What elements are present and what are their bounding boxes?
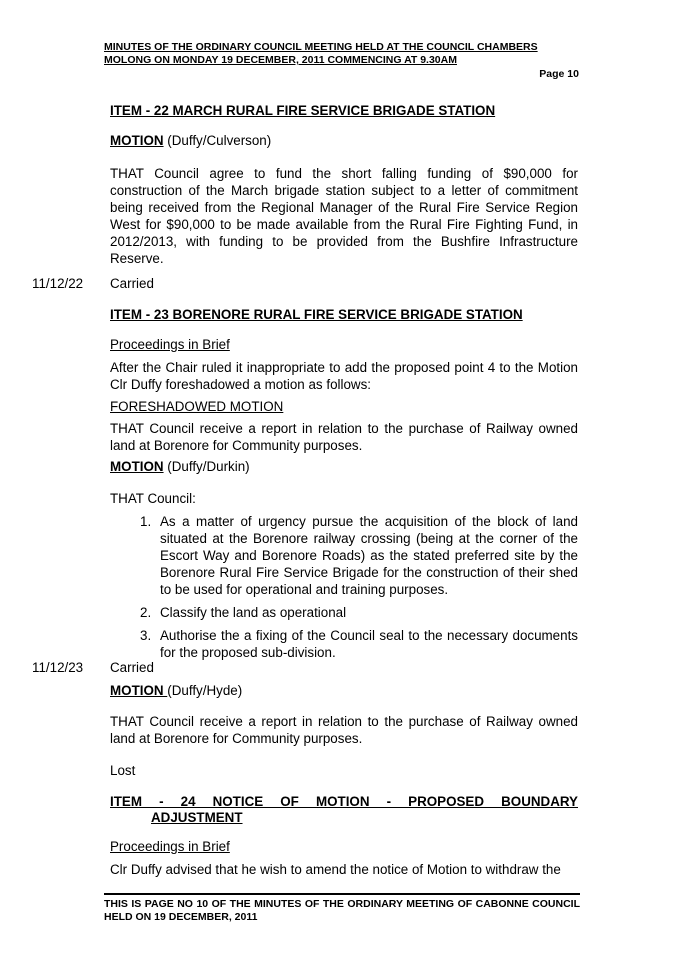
header-line-1: MINUTES OF THE ORDINARY COUNCIL MEETING HELD AT THE COUNCIL CHAMBERS	[104, 41, 538, 53]
list-item-number: 1.	[140, 514, 152, 529]
page-footer: THIS IS PAGE NO 10 OF THE MINUTES OF THE ORDINARY MEETING OF CABONNE COUNCIL HELD ON 19 DECEMBER, 2011	[104, 898, 580, 923]
item-23-result-row	[32, 659, 578, 676]
footer-divider	[104, 893, 580, 895]
page-number: Page 10	[539, 68, 579, 80]
resolution-ref: 11/12/23	[32, 660, 84, 675]
motion-movers: (Duffy/Hyde)	[167, 683, 243, 698]
motion-movers: (Duffy/Durkin)	[163, 459, 250, 474]
motion-movers: (Duffy/Culverson)	[163, 133, 272, 148]
foreshadowed-motion-label: FORESHADOWED MOTION	[110, 399, 284, 414]
list-item-number: 3.	[140, 628, 152, 643]
item-22-motion	[110, 132, 578, 149]
motion-label: MOTION	[110, 459, 164, 474]
motion-label: MOTION	[110, 133, 164, 148]
list-item-number: 2.	[140, 605, 152, 620]
that-council: THAT Council:	[110, 491, 196, 506]
list-item	[140, 604, 578, 621]
item-23-heading: ITEM - 23 BORENORE RURAL FIRE SERVICE BRIGADE STATION	[110, 307, 523, 322]
resolution-result: Carried	[110, 276, 154, 291]
item-22-result-row	[32, 275, 578, 292]
resolution-list	[140, 513, 578, 661]
item-23-proceedings-label: Proceedings in Brief	[110, 337, 230, 352]
item-24-proceedings-label: Proceedings in Brief	[110, 839, 230, 854]
item-23-motion-2-result: Lost	[110, 763, 136, 778]
list-item-text: As a matter of urgency pursue the acquisition of the block of land situated at the Borenore railway crossing (being at the corner of the Escort Way and Borenore Roads) as the stated preferred site by the Borenore Rural Fire Service Brigade for the construction of their shed to be used for operational and training purposes.	[160, 514, 578, 597]
resolution-result: Carried	[110, 660, 154, 675]
item-23-proceedings-text: After the Chair ruled it inappropriate to add the proposed point 4 to the Motion Clr Duffy foreshadowed a motion as follows:	[110, 360, 578, 392]
list-item	[140, 513, 578, 598]
item-24-heading-line-1: ITEM - 24 NOTICE OF MOTION - PROPOSED BOUNDARY	[110, 794, 578, 809]
page-header	[104, 41, 580, 67]
item-22-heading: ITEM - 22 MARCH RURAL FIRE SERVICE BRIGADE STATION	[110, 103, 496, 118]
item-22-resolution: THAT Council agree to fund the short falling funding of $90,000 for construction of the March brigade station subject to a letter of commitment being received from the Regional Manager of the Rural Fire Service Region West for $90,000 to be made available from the Rural Fire Fighting Fund, in 2012/2013, with funding to be provided from the Bushfire Infrastructure Reserve.	[110, 166, 578, 266]
item-24-heading-line-2: ADJUSTMENT	[151, 810, 243, 825]
item-23-motion	[110, 458, 578, 475]
list-item-text: Authorise the a fixing of the Council seal to the necessary documents for the proposed sub-division.	[160, 628, 578, 660]
motion-label: MOTION	[110, 683, 168, 698]
item-23-motion-2	[110, 682, 578, 699]
list-item	[140, 627, 578, 661]
list-item-text: Classify the land as operational	[160, 605, 347, 620]
resolution-ref: 11/12/22	[32, 276, 84, 291]
item-24-proceedings-text: Clr Duffy advised that he wish to amend the notice of Motion to withdraw the	[110, 862, 561, 877]
foreshadowed-motion-text: THAT Council receive a report in relation to the purchase of Railway owned land at Borenore for Community purposes.	[110, 421, 578, 453]
header-line-2: MOLONG ON MONDAY 19 DECEMBER, 2011 COMMENCING AT 9.30AM	[104, 54, 457, 66]
item-23-motion-2-text: THAT Council receive a report in relation to the purchase of Railway owned land at Borenore for Community purposes.	[110, 714, 578, 746]
